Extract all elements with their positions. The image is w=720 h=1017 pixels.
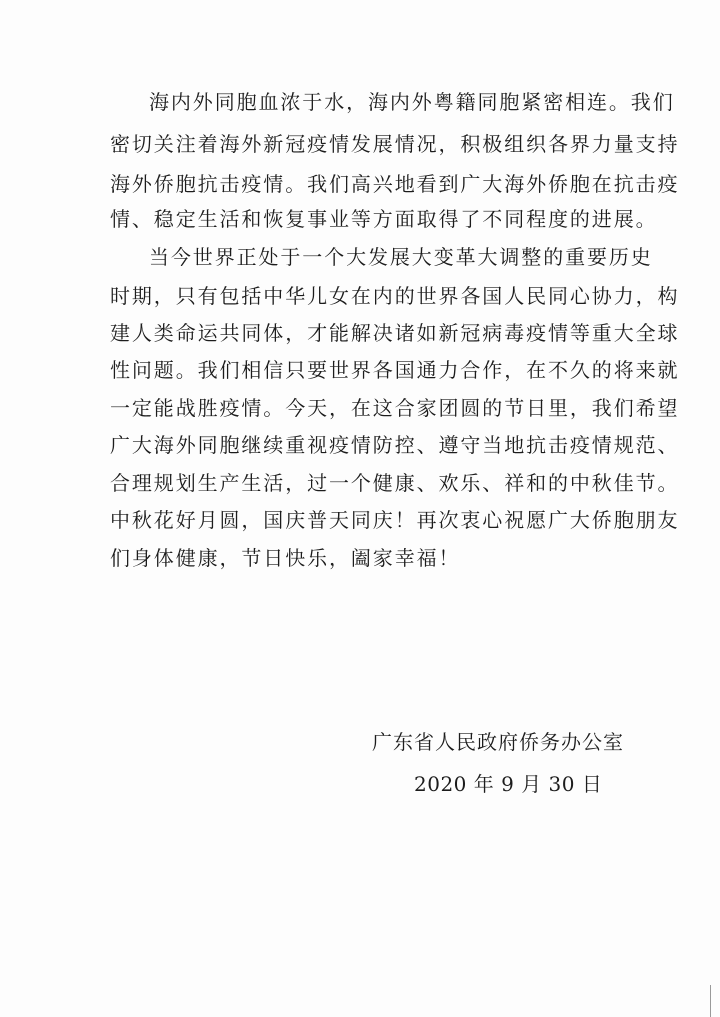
paragraph-line: 情、稳定生活和恢复事业等方面取得了不同程度的进展。 (110, 207, 658, 231)
paragraph-line: 建人类命运共同体，才能解决诸如新冠病毒疫情等重大全球 (110, 321, 680, 345)
paragraph-line: 海外侨胞抗击疫情。我们高兴地看到广大海外侨胞在抗击疫 (110, 172, 680, 196)
paragraph-line: 性问题。我们相信只要世界各国通力合作，在不久的将来就 (110, 358, 680, 382)
paragraph-line: 海内外同胞血浓于水，海内外粤籍同胞紧密相连。我们 (149, 90, 675, 114)
signature-date: 2020 年 9 月 30 日 (414, 772, 603, 796)
paragraph-line: 广大海外同胞继续重视疫情防控、遵守当地抗击疫情规范、 (110, 433, 680, 457)
paragraph-line: 时期，只有包括中华儿女在内的世界各国人民同心协力，构 (110, 284, 680, 308)
signature-organization: 广东省人民政府侨务办公室 (372, 730, 624, 754)
paragraph-line: 密切关注着海外新冠疫情发展情况，积极组织各界力量支持 (110, 132, 680, 156)
paragraph-line: 合理规划生产生活，过一个健康、欢乐、祥和的中秋佳节。 (110, 471, 680, 495)
paragraph-line: 一定能战胜疫情。今天，在这合家团圆的节日里，我们希望 (110, 396, 680, 420)
scan-edge-divider (710, 985, 711, 1017)
paragraph-line: 们身体健康，节日快乐，阖家幸福！ (110, 546, 461, 570)
paragraph-line: 当今世界正处于一个大发展大变革大调整的重要历史 (149, 245, 653, 269)
paragraph-line: 中秋花好月圆，国庆普天同庆！再次衷心祝愿广大侨胞朋友 (110, 508, 680, 532)
